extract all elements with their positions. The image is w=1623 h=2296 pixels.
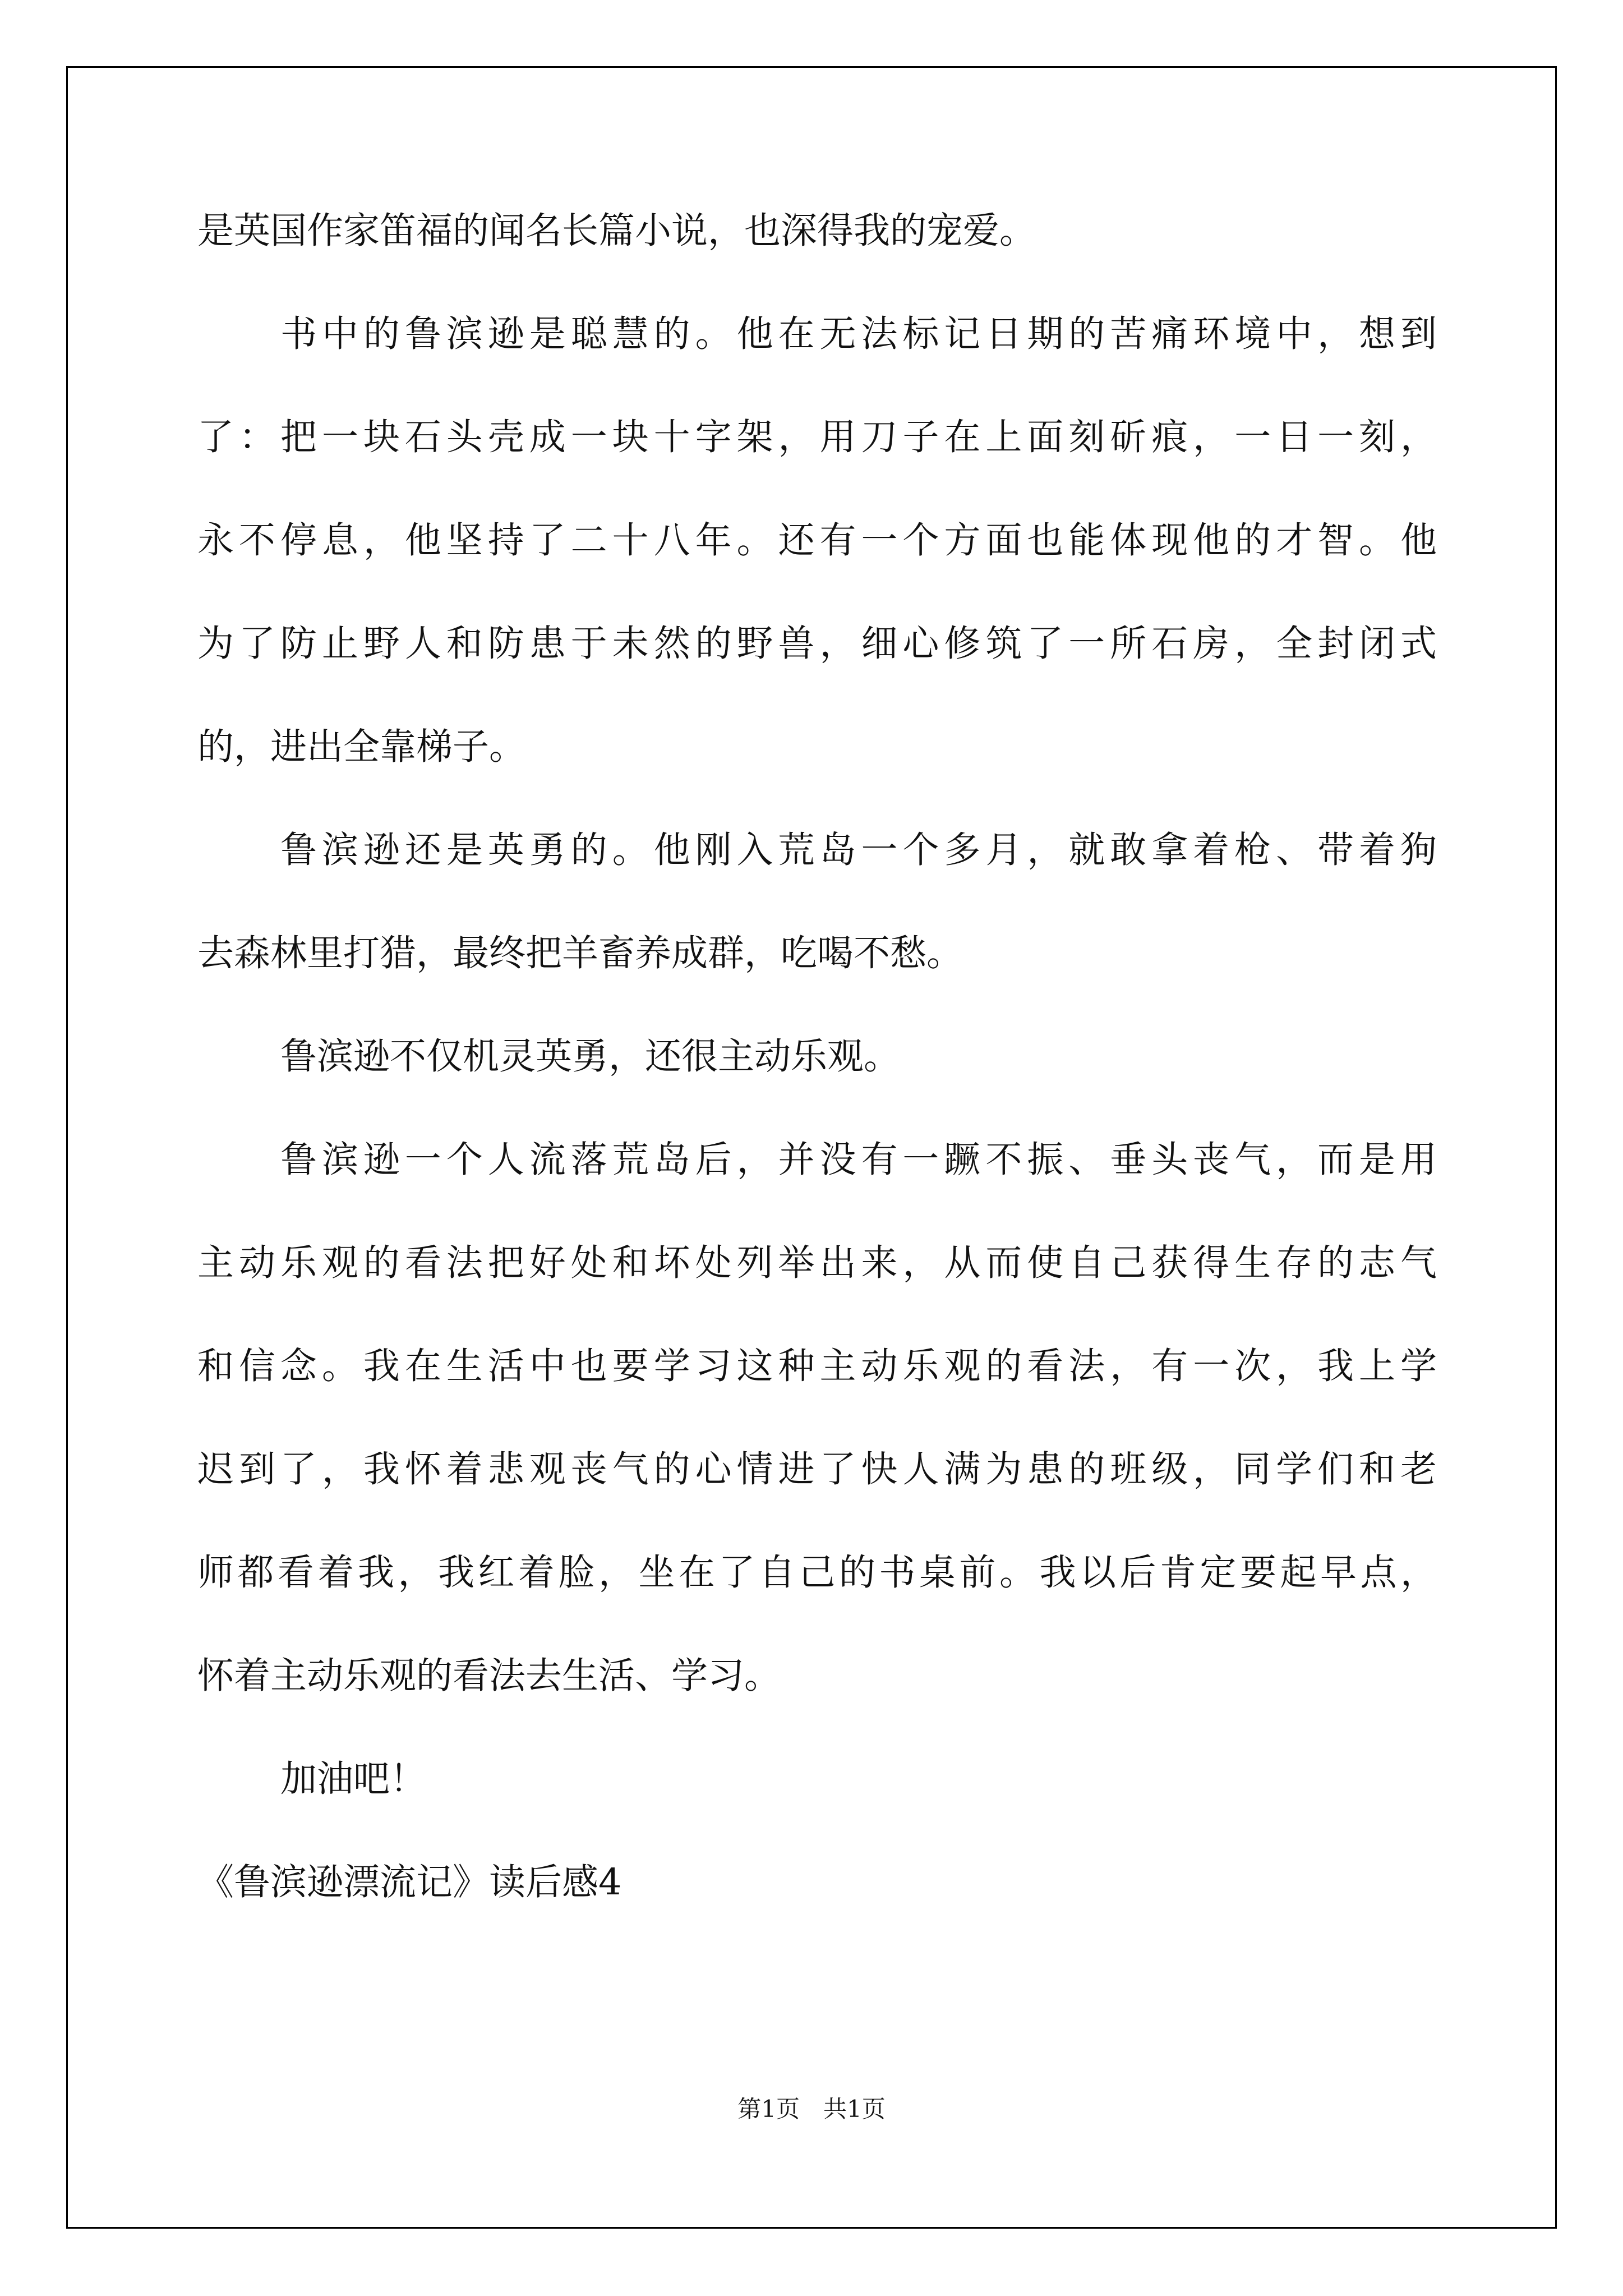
paragraph-line: 为了防止野人和防患于未然的野兽，细心修筑了一所石房，全封闭式: [197, 623, 1437, 665]
paragraph-line: 迟到了，我怀着悲观丧气的心情进了快人满为患的班级，同学们和老: [197, 1448, 1437, 1490]
paragraph-line: 是英国作家笛福的闻名长篇小说，也深得我的宠爱。: [197, 210, 1036, 252]
paragraph-line: 了：把一块石头壳成一块十字架，用刀子在上面刻斫痕，一日一刻，: [197, 416, 1437, 458]
paragraph-line: 主动乐观的看法把好处和坏处列举出来，从而使自己获得生存的志气: [197, 1242, 1437, 1284]
paragraph-line: 永不停息，他坚持了二十八年。还有一个方面也能体现他的才智。他: [197, 519, 1437, 562]
paragraph-line: 鲁滨逊不仅机灵英勇，还很主动乐观。: [280, 1036, 901, 1078]
paragraph-line: 鲁滨逊一个人流落荒岛后，并没有一蹶不振、垂头丧气，而是用: [280, 1139, 1437, 1181]
paragraph-line: 的，进出全靠梯子。: [197, 726, 526, 768]
paragraph-line: 和信念。我在生活中也要学习这种主动乐观的看法，有一次，我上学: [197, 1345, 1437, 1387]
paragraph-line: 师都看着我，我红着脸，坐在了自己的书桌前。我以后肯定要起早点，: [197, 1552, 1437, 1594]
paragraph-line: 去森林里打猎，最终把羊畜养成群，吃喝不愁。: [197, 932, 963, 974]
paragraph-line: 怀着主动乐观的看法去生活、学习。: [197, 1655, 781, 1697]
paragraph-line: 书中的鲁滨逊是聪慧的。他在无法标记日期的苦痛环境中，想到: [280, 313, 1437, 355]
paragraph-line: 加油吧！: [280, 1758, 427, 1800]
page-footer: 第1页 共1页: [737, 2095, 886, 2123]
paragraph-line: 鲁滨逊还是英勇的。他刚入荒岛一个多月，就敢拿着枪、带着狗: [280, 829, 1437, 871]
section-heading: 《鲁滨逊漂流记》读后感4: [197, 1861, 622, 1903]
